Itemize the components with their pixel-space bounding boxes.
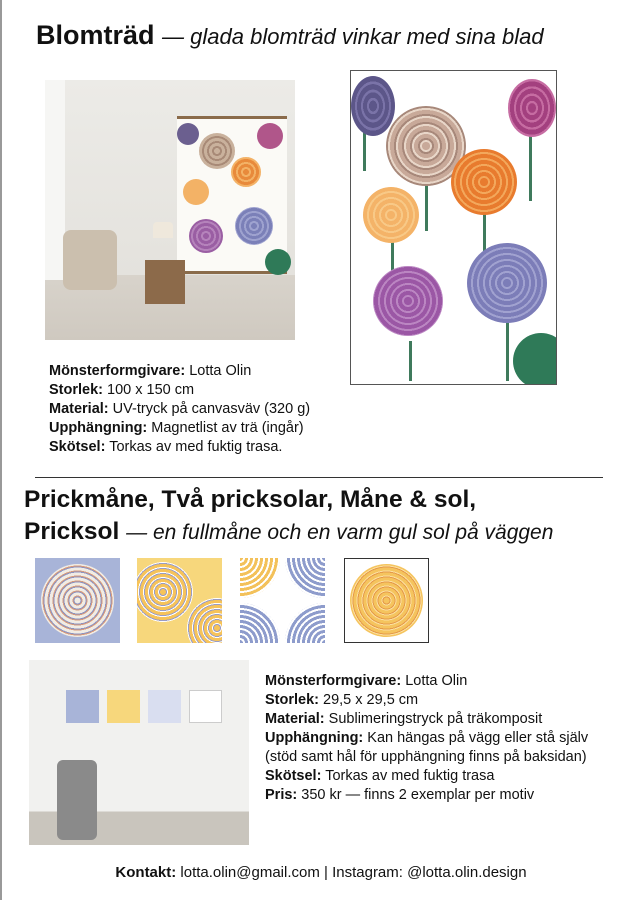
contact-label: Kontakt: — [115, 864, 177, 881]
poster-blomtrad — [350, 70, 557, 385]
mini-tva-pricksolar — [107, 690, 140, 723]
room-photo-squares — [29, 660, 249, 845]
mini-pricksol — [189, 690, 222, 723]
spec-material: Material: Sublimeringstryck på träkomposit — [265, 711, 543, 727]
contact-value: lotta.olin@gmail.com | Instagram: @lotta.olin.design — [176, 864, 527, 881]
mini-prickmane — [66, 690, 99, 723]
artwork-pricksol — [344, 558, 429, 643]
mini-mane-och-sol — [148, 690, 181, 723]
title-line2: Pricksol — [24, 518, 120, 545]
spec-hanging: Upphängning: Kan hängas på vägg eller stå själv — [265, 730, 589, 746]
hanging-poster — [177, 116, 287, 274]
artwork-prickmane — [35, 558, 120, 643]
spec-care: Skötsel: Torkas av med fuktig trasa. — [49, 439, 283, 455]
title-line1: Prickmåne, Två pricksolar, Måne & sol, — [24, 486, 477, 513]
contact-footer — [2, 864, 638, 881]
spec-hanging: Upphängning: Magnetlist av trä (ingår) — [49, 420, 304, 436]
spec-price: Pris: 350 kr — finns 2 exemplar per motiv — [265, 787, 535, 803]
artwork-tva-pricksolar — [137, 558, 222, 643]
section2-title — [24, 484, 553, 549]
spec-material: Material: UV-tryck på canvasväv (320 g) — [49, 401, 311, 417]
section1-title — [36, 20, 544, 51]
spec-size: Storlek: 29,5 x 29,5 cm — [265, 692, 419, 708]
chair-with-blanket — [57, 760, 97, 840]
spec-size: Storlek: 100 x 150 cm — [49, 382, 195, 398]
divider — [35, 477, 603, 478]
spec-hanging-note: (stöd samt hål för upphängning finns på baksidan) — [265, 749, 587, 765]
lamp — [153, 222, 173, 238]
title-subtitle: — en fullmåne och en varm gul sol på väggen — [126, 521, 554, 544]
spec-care: Skötsel: Torkas av med fuktig trasa — [265, 768, 495, 784]
title-text: Blomträd — [36, 20, 155, 50]
window — [45, 80, 65, 280]
artwork-mane-och-sol — [240, 558, 325, 643]
room-photo-blomtrad — [45, 80, 295, 340]
spec-designer: Mönsterformgivare: Lotta Olin — [49, 363, 252, 379]
title-subtitle: — glada blomträd vinkar med sina blad — [162, 24, 544, 49]
side-table — [145, 260, 185, 304]
section1-specs — [49, 362, 310, 457]
spec-designer: Mönsterformgivare: Lotta Olin — [265, 673, 468, 689]
armchair — [63, 230, 117, 290]
section2-specs — [265, 672, 588, 805]
